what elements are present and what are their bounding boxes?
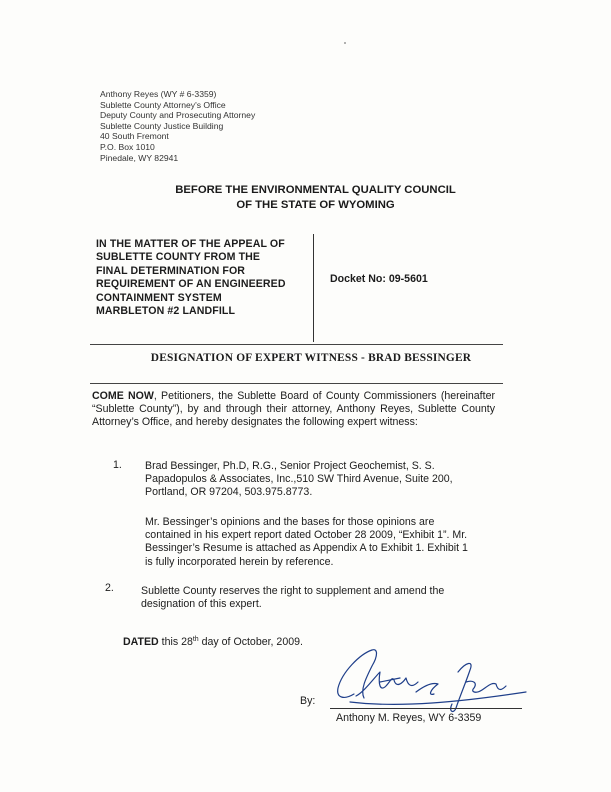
dated-line bbox=[123, 636, 303, 648]
attorney-city-line: Pinedale, WY 82941 bbox=[100, 152, 179, 163]
intro-text: , Petitioners, the Sublette Board of County Commissioners (hereinafter “Sublette County”), by and through their attorney, Anthony Reyes, Sublette County Attorney’s Office, and hereby designates the following expert witness: bbox=[92, 390, 495, 429]
matter-title-block bbox=[96, 238, 310, 318]
docket-number: Docket No: 09-5601 bbox=[330, 273, 428, 285]
matter-line: IN THE MATTER OF THE APPEAL OF bbox=[96, 238, 285, 250]
court-caption-line1: BEFORE THE ENVIRONMENTAL QUALITY COUNCIL bbox=[175, 184, 456, 196]
attorney-pobox-line: P.O. Box 1010 bbox=[100, 141, 155, 152]
title-rule-top bbox=[90, 344, 503, 345]
attorney-street-line: 40 South Fremont bbox=[100, 131, 169, 142]
document-title: DESIGNATION OF EXPERT WITNESS - BRAD BESSINGER bbox=[150, 352, 472, 364]
scan-speck bbox=[344, 42, 346, 44]
title-rule-bottom bbox=[90, 383, 503, 384]
item-1-paragraph-line: contained in his expert report dated October 28 2009, “Exhibit 1”. Mr. bbox=[145, 529, 468, 542]
matter-line: FINAL DETERMINATION FOR bbox=[96, 264, 246, 277]
item-1-paragraph bbox=[145, 516, 468, 569]
item-1-paragraph-line: Mr. Bessinger’s opinions and the bases for those opinions are bbox=[145, 516, 435, 528]
attorney-title-line: Deputy County and Prosecuting Attorney bbox=[100, 110, 256, 121]
item-number: 2. bbox=[105, 582, 114, 594]
by-label: By: bbox=[300, 695, 316, 707]
item-1-paragraph-line: is fully incorporated herein by reference. bbox=[145, 555, 334, 568]
signer-name: Anthony M. Reyes, WY 6-3359 bbox=[336, 712, 482, 724]
item-2-line: Sublette County reserves the right to supplement and amend the bbox=[141, 585, 445, 597]
item-2-text bbox=[141, 585, 444, 611]
item-1-text bbox=[145, 460, 453, 500]
matter-line: CONTAINMENT SYSTEM bbox=[96, 291, 222, 304]
intro-lead: COME NOW bbox=[92, 390, 154, 402]
court-caption-line2: OF THE STATE OF WYOMING bbox=[236, 199, 395, 211]
dated-label: DATED bbox=[123, 636, 159, 648]
court-caption bbox=[0, 183, 611, 213]
attorney-building-line: Sublette County Justice Building bbox=[100, 120, 224, 131]
handwritten-signature bbox=[320, 642, 530, 722]
item-1-line: Portland, OR 97204, 503.975.8773. bbox=[145, 486, 313, 499]
attorney-office-line: Sublette County Attorney's Office bbox=[100, 99, 226, 110]
caption-divider-vertical bbox=[313, 234, 314, 342]
signature-line bbox=[330, 708, 522, 709]
matter-line: REQUIREMENT OF AN ENGINEERED bbox=[96, 278, 286, 291]
item-1-line: Papadopulos & Associates, Inc.,510 SW Third Avenue, Suite 200, bbox=[145, 473, 453, 486]
dated-post: day of October, 2009. bbox=[198, 636, 303, 648]
item-number: 1. bbox=[113, 459, 122, 471]
matter-line: MARBLETON #2 LANDFILL bbox=[96, 305, 236, 318]
item-1-paragraph-line: Bessinger’s Resume is attached as Appendix A to Exhibit 1. Exhibit 1 bbox=[145, 542, 468, 555]
intro-paragraph bbox=[92, 390, 495, 430]
attorney-address-block bbox=[100, 89, 255, 163]
dated-pre: this 28 bbox=[158, 636, 193, 648]
attorney-name-line: Anthony Reyes (WY # 6-3359) bbox=[100, 89, 217, 99]
dated-superscript: th bbox=[192, 636, 199, 643]
item-2-line: designation of this expert. bbox=[141, 598, 262, 611]
item-1-line: Brad Bessinger, Ph.D, R.G., Senior Project Geochemist, S. S. bbox=[145, 460, 435, 472]
matter-line: SUBLETTE COUNTY FROM THE bbox=[96, 251, 261, 264]
